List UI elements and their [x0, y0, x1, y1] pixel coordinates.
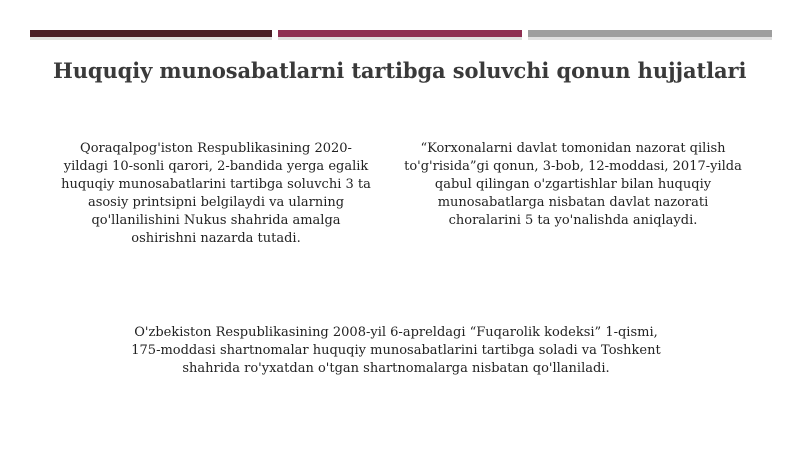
text-block-right: “Korxonalarni davlat tomonidan nazorat qilish to'g'risida”gi qonun, 3-bob, 12-moddasi, 2017-yilda qabul qilingan o'zgartishlar bilan huquqiy munosabatlarga nisbatan davlat nazorati choralarini 5 ta yo'nalishda aniqlaydi.	[404, 141, 742, 228]
text-block-bottom: O'zbekiston Respublikasining 2008-yil 6-apreldagi “Fuqarolik kodeksi” 1-qismi, 175-moddasi shartnomalar huquqiy munosabatlarini tartibga soladi va Toshkent shahrida ro'yxatdan o'tgan shartnomalarga nisbatan qo'llaniladi.	[131, 325, 661, 376]
header-bar-crimson	[278, 30, 522, 37]
slide-title: Huquqiy munosabatlarni tartibga soluvchi qonun hujjatlari	[53, 58, 747, 83]
header-bar-dark	[30, 30, 272, 37]
header-bar-gray	[528, 30, 772, 37]
text-block-left: Qoraqalpog'iston Respublikasining 2020-yildagi 10-sonli qarori, 2-bandida yerga egalik huquqiy munosabatlarini tartibga soluvchi 3 ta asosiy printsipni belgilaydi va ularning qo'llanilishini Nukus shahrida amalga oshirishni nazarda tutadi.	[61, 141, 371, 246]
